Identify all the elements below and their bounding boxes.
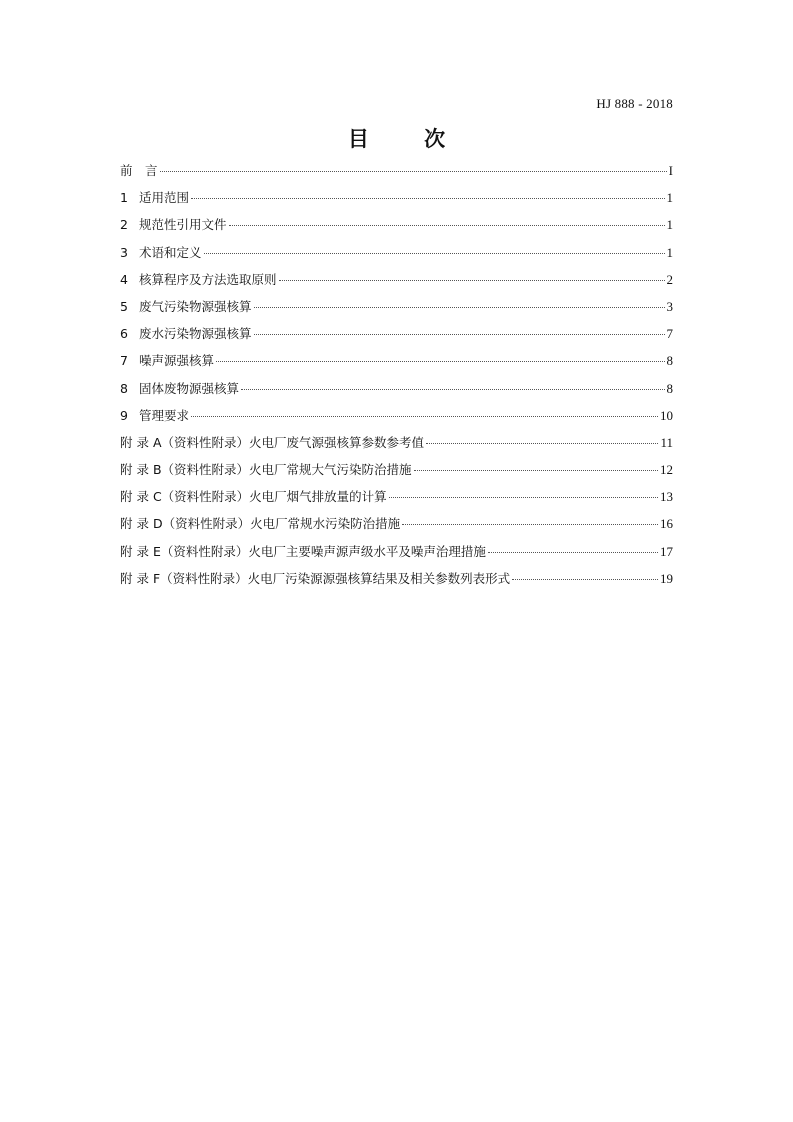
toc-entry-text: 附 录 F（资料性附录）火电厂污染源源强核算结果及相关参数列表形式 xyxy=(120,570,511,586)
toc-dot-leader xyxy=(414,470,658,471)
toc-entry-label xyxy=(120,325,252,343)
toc-entry-label xyxy=(120,461,412,479)
toc-entry-text: 附 录 C（资料性附录）火电厂烟气排放量的计算 xyxy=(120,489,387,505)
toc-dot-leader xyxy=(229,225,665,226)
toc-dot-leader xyxy=(512,579,658,580)
toc-entry-number: 1 xyxy=(120,190,128,206)
toc-entry-label xyxy=(120,543,486,561)
toc-entry[interactable] xyxy=(120,162,673,189)
toc-entry[interactable] xyxy=(120,570,673,597)
toc-entry-label xyxy=(120,162,158,180)
toc-entry-text: 前 言 xyxy=(120,163,158,178)
toc-entry-text: 附 录 D（资料性附录）火电厂常规水污染防治措施 xyxy=(120,516,401,532)
toc-entry-text: 管理要求 xyxy=(139,407,190,423)
toc-entry-label xyxy=(120,380,239,398)
toc-entry-page: 19 xyxy=(660,570,673,586)
toc-entry-page: 8 xyxy=(666,353,673,369)
toc-entry-text: 噪声源强核算 xyxy=(139,353,215,369)
toc-dot-leader xyxy=(216,361,664,362)
toc-entry-page: 11 xyxy=(660,434,673,450)
toc-entry[interactable] xyxy=(120,325,673,352)
toc-dot-leader xyxy=(254,334,665,335)
toc-entry[interactable] xyxy=(120,461,673,488)
toc-entry-number: 8 xyxy=(120,380,128,396)
toc-entry-text: 附 录 A（资料性附录）火电厂废气源强核算参数参考值 xyxy=(120,434,424,450)
toc-dot-leader xyxy=(191,416,658,417)
toc-entry-page: 1 xyxy=(666,217,673,233)
toc-dot-leader xyxy=(279,280,665,281)
toc-entry-number: 2 xyxy=(120,217,128,233)
toc-entry-text: 附 录 E（资料性附录）火电厂主要噪声源声级水平及噪声治理措施 xyxy=(120,543,486,559)
toc-entry-text: 附 录 B（资料性附录）火电厂常规大气污染防治措施 xyxy=(120,462,412,478)
toc-entry[interactable] xyxy=(120,352,673,379)
toc-entry-text: 规范性引用文件 xyxy=(139,217,227,233)
toc-entry-number: 9 xyxy=(120,407,128,423)
toc-entry[interactable] xyxy=(120,189,673,216)
toc-entry-page: 7 xyxy=(666,326,673,342)
toc-entry-label xyxy=(120,271,277,289)
toc-entry-text: 废水污染物源强核算 xyxy=(139,326,252,342)
toc-entry-number: 3 xyxy=(120,244,128,260)
toc-entry[interactable] xyxy=(120,244,673,271)
toc-entry-page: 1 xyxy=(666,190,673,206)
toc-entry[interactable] xyxy=(120,216,673,243)
toc-entry-number: 5 xyxy=(120,298,128,314)
toc-entry-label xyxy=(120,189,189,207)
toc-entry-text: 适用范围 xyxy=(139,190,190,206)
toc-entry-page: 13 xyxy=(660,489,673,505)
toc-entry-text: 固体废物源强核算 xyxy=(139,380,240,396)
toc-entry-label xyxy=(120,488,387,506)
toc-dot-leader xyxy=(402,524,658,525)
toc-entry-page: 1 xyxy=(666,244,673,260)
toc-entry[interactable] xyxy=(120,298,673,325)
toc-entry[interactable] xyxy=(120,434,673,461)
toc-entry-number: 7 xyxy=(120,353,128,369)
toc-entry-label xyxy=(120,570,510,588)
toc-entry-text: 术语和定义 xyxy=(139,244,202,260)
toc-entry-page: 12 xyxy=(660,462,673,478)
toc-entry-label xyxy=(120,352,214,370)
standard-code: HJ 888 - 2018 xyxy=(596,96,673,111)
toc-dot-leader xyxy=(241,389,664,390)
toc-entry-number: 4 xyxy=(120,271,128,287)
toc-entry-page: I xyxy=(668,163,673,178)
toc-entry-page: 10 xyxy=(660,407,673,423)
toc-entry-text: 废气污染物源强核算 xyxy=(139,298,252,314)
toc-entry-text: 核算程序及方法选取原则 xyxy=(139,271,277,287)
toc-entry[interactable] xyxy=(120,543,673,570)
toc-dot-leader xyxy=(488,552,658,553)
toc-entry-label xyxy=(120,216,227,234)
toc-entry[interactable] xyxy=(120,515,673,542)
toc-entry-number: 6 xyxy=(120,326,128,342)
toc-dot-leader xyxy=(160,171,667,172)
toc-entry-page: 3 xyxy=(666,298,673,314)
toc-entry-page: 8 xyxy=(666,380,673,396)
toc-entry-label xyxy=(120,407,189,425)
toc-entry-page: 2 xyxy=(666,271,673,287)
toc-entry-label xyxy=(120,434,424,452)
toc-entry[interactable] xyxy=(120,380,673,407)
toc-entry-label xyxy=(120,298,252,316)
page-title: 目 次 xyxy=(347,127,470,151)
toc-dot-leader xyxy=(191,198,664,199)
table-of-contents xyxy=(120,162,673,597)
toc-entry-label xyxy=(120,515,400,533)
toc-entry-page: 16 xyxy=(660,516,673,532)
toc-entry-page: 17 xyxy=(660,543,673,559)
toc-dot-leader xyxy=(204,253,665,254)
toc-entry[interactable] xyxy=(120,271,673,298)
toc-dot-leader xyxy=(389,497,658,498)
toc-dot-leader xyxy=(254,307,665,308)
toc-entry[interactable] xyxy=(120,488,673,515)
toc-dot-leader xyxy=(426,443,658,444)
toc-entry[interactable] xyxy=(120,407,673,434)
toc-entry-label xyxy=(120,244,202,262)
